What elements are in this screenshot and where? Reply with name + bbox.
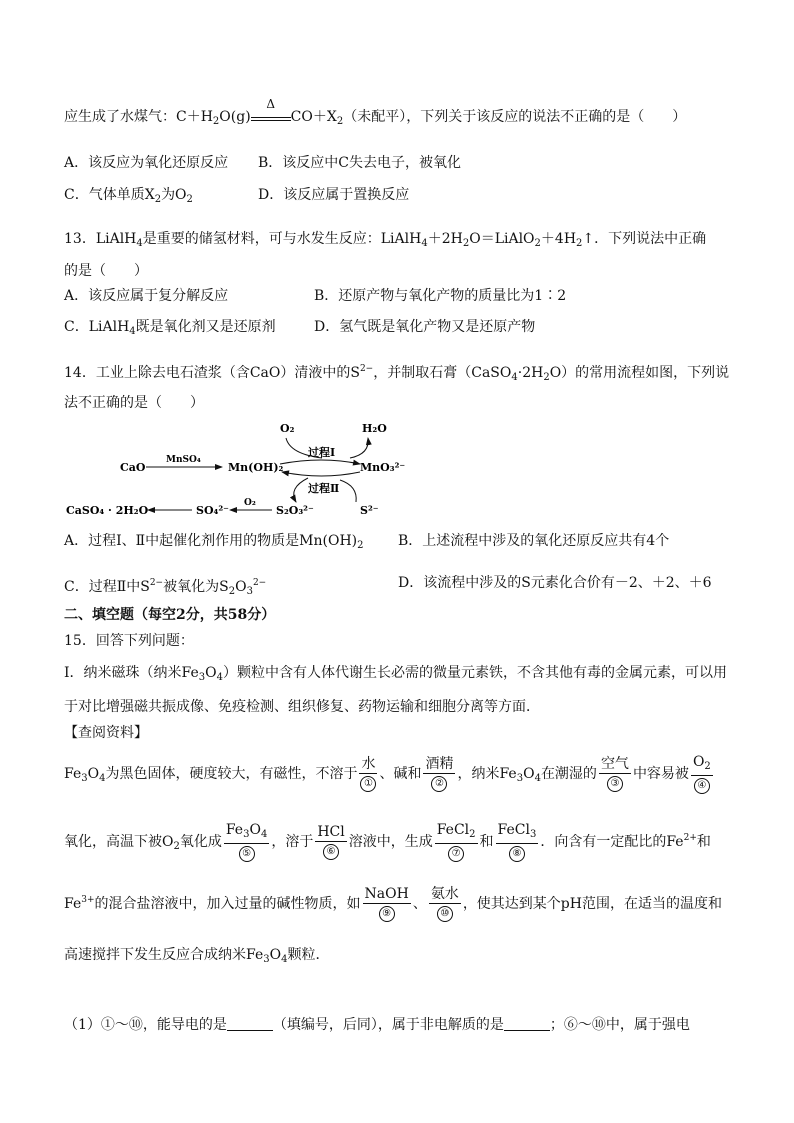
sub-2: 2: [173, 841, 180, 852]
sub-4: 4: [281, 954, 288, 965]
fraction-naoh: [363, 886, 411, 922]
sub-2: 2: [212, 116, 220, 127]
q15-text: 高速搅拌下发生反应合成纳米Fe: [64, 947, 264, 963]
frac-num: 酒精: [425, 756, 454, 772]
fraction-ammonia: [429, 886, 461, 922]
q15-text: Fe: [64, 896, 82, 912]
q15-text: 和: [696, 834, 711, 850]
sup-3plus: 3+: [81, 895, 95, 905]
heat-symbol: Δ: [266, 97, 275, 111]
q14-optc-text: 被氧化为S: [163, 579, 229, 595]
q12-products: CO＋X: [290, 109, 337, 125]
frac-num: 水: [361, 756, 376, 772]
q15-text: 和: [479, 834, 494, 850]
sub-3: 3: [263, 954, 270, 965]
q15-text: Ⅰ．纳米磁珠（纳米Fe: [64, 665, 199, 681]
q12-h2o: O(g): [219, 109, 251, 125]
q14-optc-text: C．过程Ⅱ中S: [64, 579, 150, 595]
circled-1: ①: [360, 776, 376, 792]
diag-s2: S²⁻: [360, 504, 379, 517]
answer-blank-1[interactable]: [227, 1016, 273, 1031]
diag-o2-bottom: O₂: [244, 498, 256, 508]
q14-stem-line1: [64, 360, 729, 387]
q14-text: O）的常用流程如图，下列说: [549, 365, 730, 381]
sub-2: 2: [469, 829, 476, 840]
q15-text: 、: [412, 896, 427, 912]
sub-4: 4: [260, 829, 268, 840]
sup-2minus: 2−: [149, 578, 164, 588]
sub-2: 2: [228, 586, 236, 597]
q12-optc-mid: 为O: [161, 187, 187, 203]
q14-text: 14．工业上除去电石渣浆（含CaO）清液中的S: [64, 365, 360, 381]
fraction-water: [359, 756, 377, 792]
q15-text: 颗粒．: [287, 947, 330, 963]
fraction-alcohol: [423, 756, 455, 792]
sub-4: 4: [511, 372, 518, 383]
sup-2minus: 2−: [252, 578, 267, 588]
circled-3: ③: [607, 776, 623, 792]
sub-4: 4: [129, 326, 136, 337]
diag-mnoh2: Mn(OH)₂: [228, 461, 284, 474]
q15-p2: 于对比增强磁共振成像、免疫检测、组织修复、药物运输和细胞分离等方面．: [64, 699, 540, 715]
fraction-air: [599, 756, 631, 792]
frac-num: 空气: [600, 756, 629, 772]
q15-sub1: [64, 1016, 690, 1034]
frac-num: Fe: [225, 822, 244, 838]
diag-arrow-forward: [280, 460, 360, 464]
q15-text: 氧化成: [179, 834, 222, 850]
q12-option-a: A．该反应为氧化还原反应: [64, 155, 229, 171]
q13-text: ＋2H: [427, 231, 463, 247]
sub-3: 3: [198, 672, 206, 683]
diag-h2o-top: H₂O: [362, 422, 387, 435]
q15-p1: Ⅰ．纳米磁珠（纳米$Fe_3O_4$）颗粒中含有人体代谢生长必需的微量元素铁，不含其他有毒的金属元素，可以用: [64, 665, 727, 683]
diag-proc1: 过程Ⅰ: [308, 446, 336, 459]
circled-8: ⑧: [509, 846, 525, 862]
sub-2: 2: [462, 238, 470, 249]
frac-num: 氨水: [430, 886, 459, 902]
sub-2: 2: [336, 116, 344, 127]
q13-stem-line2: 的是（ ）: [64, 263, 148, 279]
q12-option-b: B．该反应中C失去电子，被氧化: [258, 155, 461, 171]
frac-num: FeCl: [497, 822, 530, 838]
q15-text: （1）①～⑩，能导电的是: [64, 1017, 227, 1033]
q15-text: 、碱和: [379, 766, 422, 782]
diag-so4: SO₄²⁻: [196, 504, 229, 517]
q12-option-c: [64, 186, 193, 209]
q12-stem-tail: （未配平），下列关于该反应的说法不正确的是（ ）: [343, 109, 687, 125]
circled-10: ⑩: [437, 906, 453, 922]
q13-text: O＝LiAlO: [469, 231, 535, 247]
diag-curve-s2: [340, 480, 356, 502]
q14-stem-line2: 法不正确的是（ ）: [64, 395, 204, 411]
q14-option-d: D．该流程中涉及的S元素化合价有－2、＋2、＋6: [398, 575, 712, 591]
q15-text: ）颗粒中含有人体代谢生长必需的微量元素铁，不含其他有毒的金属元素，可以用: [223, 665, 727, 681]
circled-2: ②: [431, 776, 447, 792]
q15-text: ；⑥～⑩中，属于强电: [549, 1017, 690, 1033]
diag-arrow-back: [282, 472, 360, 476]
q15-line3: [64, 880, 722, 924]
circled-7: ⑦: [448, 846, 464, 862]
sub-2: 2: [186, 194, 193, 205]
q15-text: 中容易被: [632, 766, 689, 782]
frac-num: HCl: [317, 824, 345, 840]
q15-text: 溶液中，生成: [348, 834, 433, 850]
frac-num: O: [692, 754, 705, 770]
heat-equals: [251, 97, 291, 121]
circled-4: ④: [694, 778, 710, 794]
q15-text: 氧化，高温下被O: [64, 834, 174, 850]
sub-3: 3: [81, 773, 88, 784]
frac-num: FeCl: [436, 822, 470, 838]
q15-text: 的混合盐溶液中，加入过量的碱性物质，如: [94, 896, 361, 912]
sub-2: 2: [543, 372, 550, 383]
sub-2: 2: [534, 238, 541, 249]
diag-cao: CaO: [120, 461, 146, 474]
diag-s2o3: S₂O₃²⁻: [276, 504, 314, 517]
sub-4: 4: [216, 672, 223, 683]
diag-curve-s2o3: [294, 478, 308, 502]
section-2-heading: 二、填空题（每空2分，共58分）: [64, 607, 276, 623]
q13-text: 13．LiAlH: [64, 231, 137, 247]
q13-text: ↑．下列说法中正确: [582, 231, 707, 247]
sub-3: 3: [529, 829, 537, 840]
fraction-fecl3: [496, 822, 539, 862]
q15-line2: [64, 818, 711, 867]
sub-4: 4: [99, 773, 106, 784]
q13-text: 是重要的储氢材料，可与水发生反应：LiAlH: [142, 231, 422, 247]
q13-stem-line1: [64, 230, 706, 253]
diag-caso4: CaSO₄ · 2H₂O: [66, 504, 149, 517]
q13-option-b: B．还原产物与氧化产物的质量比为1∶2: [314, 288, 567, 304]
q12-optc-text: C．气体单质X: [64, 187, 155, 203]
q13-optc-text: 既是氧化剂又是还原剂: [135, 319, 276, 335]
q12-stem: [64, 97, 687, 131]
q15-title: 15．回答下列问题：: [64, 633, 194, 649]
q14-option-a: [64, 532, 364, 555]
sub-4: 4: [421, 238, 428, 249]
q14-text: ·2H: [517, 365, 544, 381]
answer-blank-2[interactable]: [504, 1016, 550, 1031]
sub-3: 3: [246, 586, 253, 597]
q15-text: （填编号，后同），属于非电解质的是: [272, 1017, 504, 1033]
q12-option-d: D．该反应属于置换反应: [258, 187, 410, 203]
sub-2: 2: [576, 238, 583, 249]
fraction-fecl2: [435, 822, 478, 862]
q14-text: ，并制取石膏（CaSO: [373, 365, 512, 381]
q13-option-d: D．氢气既是氧化产物又是还原产物: [314, 319, 536, 335]
q14-opta-text: A．过程Ⅰ、Ⅱ中起催化剂作用的物质是Mn(OH): [64, 533, 358, 549]
q13-optc-text: C．LiAlH: [64, 319, 130, 335]
frac-num: NaOH: [364, 886, 409, 902]
sub-3: 3: [516, 773, 524, 784]
sub-2: 2: [357, 540, 364, 551]
q15-line1: $Fe_3O_4$为黑色固体，硬度较大，有磁性，不溶于 $\frac{\text{水}}{\text{①}}$ 、碱和 $\frac{\text{酒精}}{\text{②}}$ ，纳米$Fe_3O_4$在潮湿的 $\frac{\text{空气}}{\text{③}}$ 中容易被 $\frac{O_2}{\text{④}}$: [64, 754, 715, 799]
circled-9: ⑨: [379, 906, 395, 922]
circled-6: ⑥: [323, 844, 339, 860]
q15-ref-heading: 【查阅资料】: [64, 725, 148, 741]
diag-proc2: 过程Ⅱ: [308, 482, 340, 495]
q15-text: ，溶于: [271, 834, 314, 850]
diag-mno3: MnO₃²⁻: [360, 461, 406, 474]
q14-option-c: C．过程Ⅱ中$S^{2-}$被氧化为$S_2O_3^{2-}$: [64, 578, 267, 597]
circled-5: ⑤: [239, 846, 255, 862]
diag-mnso4: MnSO₄: [166, 455, 201, 465]
q13-option-c: [64, 318, 276, 341]
q15-text: ，使其达到某个pH范围，在适当的温度和: [462, 896, 722, 912]
q15-text: 在潮湿的: [540, 766, 597, 782]
sub-4: 4: [136, 238, 143, 249]
q13-option-a: A．该反应属于复分解反应: [64, 288, 229, 304]
q15-text: ．向含有一定配比的Fe: [540, 834, 684, 850]
q14-flow-diagram: [60, 418, 406, 522]
fraction-fe3o4: $\frac{Fe_3O_4}{\text{⑤}}$: [224, 822, 269, 862]
sub-4: 4: [534, 773, 541, 784]
q14-option-b: B．上述流程中涉及的氧化还原反应共有4个: [398, 533, 670, 549]
sub-2: 2: [154, 194, 162, 205]
fraction-hcl: [315, 824, 346, 860]
sub-3: 3: [243, 829, 250, 840]
q15-line4: 高速搅拌下发生反应合成纳米$Fe_3O_4$颗粒．: [64, 947, 330, 965]
q15-text: ，纳米Fe: [457, 766, 517, 782]
sup-2minus: 2−: [359, 364, 374, 374]
diag-h2o-curve: [350, 438, 368, 458]
q15-text: Fe: [64, 766, 82, 782]
q15-text: 为黑色固体，硬度较大，有磁性，不溶于: [105, 766, 358, 782]
sup-2plus: 2+: [683, 833, 697, 843]
sub-2: 2: [704, 761, 711, 772]
q13-text: ＋4H: [540, 231, 577, 247]
q12-stem-text: 应生成了水煤气：C＋H: [64, 109, 213, 125]
fraction-o2: [691, 754, 713, 794]
diag-o2-top: O₂: [280, 422, 295, 435]
